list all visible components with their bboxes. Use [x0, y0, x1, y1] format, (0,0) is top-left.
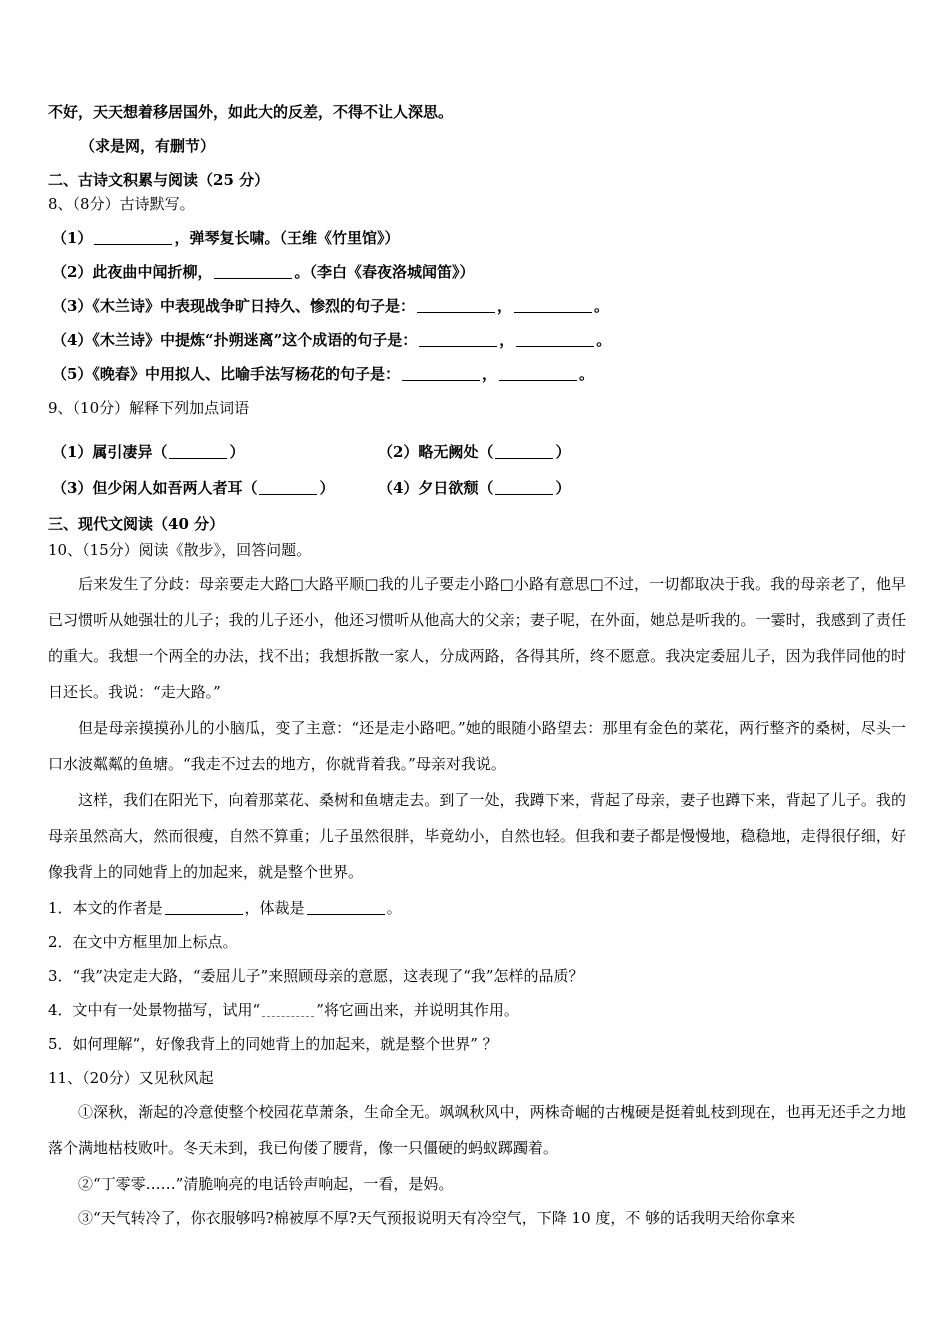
answer-blank[interactable] [495, 442, 553, 459]
item-text: 。 [386, 899, 402, 917]
text-line: 不好，天天想着移居国外，如此大的反差，不得不让人深思。 [48, 103, 454, 121]
item-text: 。 [596, 331, 612, 349]
question-heading [48, 194, 195, 214]
item-text: 1．本文的作者是 [48, 899, 163, 917]
q11-head: 11、（20分）又见秋风起 [48, 1069, 214, 1087]
sub-question [48, 1000, 519, 1020]
q8-item [52, 330, 611, 350]
item-text: ） [555, 443, 571, 461]
sub-question: 5．如何理解“，好像我背上的同她背上的加起来，就是整个世界” ？ [48, 1035, 498, 1053]
item-text: ， [499, 331, 515, 349]
answer-blank[interactable] [516, 330, 594, 347]
item-text: （3）但少闲人如吾两人者耳（ [52, 479, 258, 497]
item-text: ， [481, 365, 497, 383]
item-text: （4）《木兰诗》中提炼“扑朔迷离”这个成语的句子是： [52, 331, 418, 349]
item-text: ） [555, 479, 571, 497]
answer-blank[interactable] [419, 330, 497, 347]
section-heading: 三、现代文阅读（40 分） [48, 515, 225, 533]
q10-head: 10、（15分）阅读《散步》，回答问题。 [48, 541, 312, 559]
item-text: （4）夕日欲颓（ [378, 479, 494, 497]
item-text: ”将它画出来，并说明其作用。 [316, 1001, 519, 1019]
item-text: 。 [578, 365, 594, 383]
passage-paragraph: ①深秋，渐起的冷意使整个校园花草萧条，生命全无。飒飒秋风中，两株奇崛的古槐硬是挺着虬枝到现在，也再无还手之力地落个满地枯枝败叶。冬天未到，我已佝偻了腰背，像一只僵硬的蚂蚁踯躅着。 [48, 1103, 906, 1157]
passage-paragraph: 但是母亲摸摸孙儿的小脑瓜，变了主意：“还是走小路吧。”她的眼随小路望去：那里有金色的菜花，两行整齐的桑树，尽头一口水波粼粼的鱼塘。“我走不过去的地方，你就背着我。”母亲对我说。 [48, 719, 906, 773]
q9-item [52, 442, 244, 462]
answer-blank[interactable] [402, 364, 480, 381]
section-heading: 二、古诗文积累与阅读（25 分） [48, 171, 270, 189]
q8-item [52, 364, 594, 384]
q8-item [52, 296, 609, 316]
answer-blank[interactable] [214, 262, 292, 279]
answer-blank[interactable] [307, 898, 385, 915]
item-text: （5）《晚春》中用拟人、比喻手法写杨花的句子是： [52, 365, 400, 383]
item-text: （3）《木兰诗》中表现战争旷日持久、惨烈的句子是： [52, 297, 415, 315]
passage-paragraph: 这样，我们在阳光下，向着那菜花、桑树和鱼塘走去。到了一处，我蹲下来，背起了母亲，妻子也蹲下来，背起了儿子。我的母亲虽然高大，然而很瘦，自然不算重；儿子虽然很胖，毕竟幼小，自然也轻。但我和妻子都是慢慢地，稳稳地，走得很仔细，好像我背上的同她背上的加起来，就是整个世界。 [48, 791, 906, 881]
item-text: （1）属引凄异（ [52, 443, 168, 461]
item-text: ） [229, 443, 245, 461]
item-text: ， [496, 297, 512, 315]
answer-blank[interactable] [495, 478, 553, 495]
answer-blank[interactable] [169, 442, 227, 459]
sub-question: 2．在文中方框里加上标点。 [48, 933, 238, 951]
passage-paragraph: 后来发生了分歧：母亲要走大路□大路平顺□我的儿子要走小路□小路有意思□不过，一切都取决于我。我的母亲老了，他早已习惯听从她强壮的儿子；我的儿子还小，他还习惯听从他高大的父亲；妻子呢，在外面，她总是听我的。一霎时，我感到了责任的重大。我想一个两全的办法，找不出；我想拆散一家人，分成两路，各得其所，终不愿意。我决定委屈儿子，因为我伴同他的时日还长。我说：“走大路。” [48, 575, 906, 701]
sub-question: 3．“我”决定走大路，“委屈儿子”来照顾母亲的意愿，这表现了“我”怎样的品质？ [48, 967, 584, 985]
answer-blank[interactable] [417, 296, 495, 313]
q8-item [52, 262, 474, 282]
question-heading [48, 398, 249, 418]
passage-paragraph: ③“天气转冷了，你衣服够吗?棉被厚不厚?天气预报说明天有冷空气，下降 10 度，不 够的话我明天给你拿来 [78, 1209, 796, 1227]
answer-blank[interactable] [259, 478, 317, 495]
answer-blank[interactable] [94, 228, 172, 245]
q9-item [52, 478, 334, 498]
item-text: （2）此夜曲中闻折柳， [52, 263, 213, 281]
passage-paragraph: ②“丁零零……”清脆响亮的电话铃声响起，一看，是妈。 [78, 1175, 454, 1193]
q9-item [378, 442, 570, 462]
q9-head: 9、（10分）解释下列加点词语 [48, 399, 250, 417]
wavy-line-sample [262, 1000, 314, 1017]
answer-blank[interactable] [514, 296, 592, 313]
answer-blank[interactable] [165, 898, 243, 915]
item-text: ） [319, 479, 335, 497]
item-text: （1） [52, 229, 93, 247]
item-text: （2）略无阙处（ [378, 443, 494, 461]
item-text: 。 [593, 297, 609, 315]
sub-question [48, 898, 402, 918]
q8-item [52, 228, 399, 248]
q8-head: 8、（8分）古诗默写。 [48, 195, 195, 213]
item-text: 4．文中有一处景物描写，试用“ [48, 1001, 261, 1019]
answer-blank[interactable] [499, 364, 577, 381]
item-text: 。（李白《春夜洛城闻笛》） [294, 263, 475, 281]
q9-item [378, 478, 570, 498]
source-note: （求是网，有删节） [80, 137, 216, 155]
item-text: ，体裁是 [244, 899, 305, 917]
item-text: ，弹琴复长啸。（王维《竹里馆》） [174, 229, 400, 247]
